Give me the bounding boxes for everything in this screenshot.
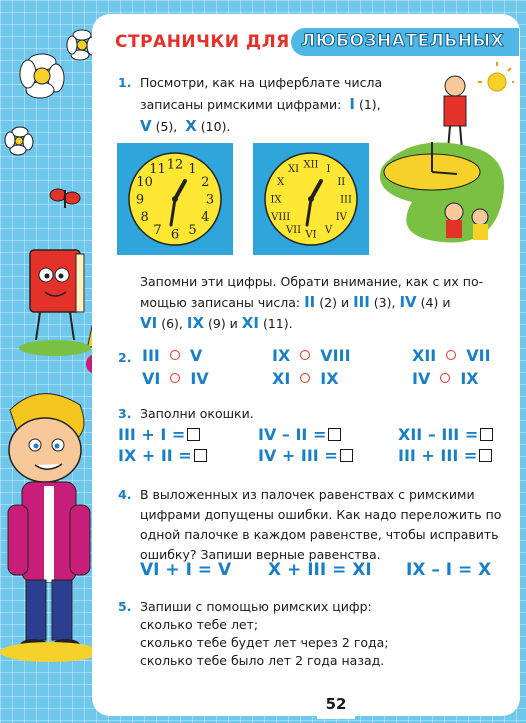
arabic-clock (117, 143, 233, 255)
exercise-1-line2 (140, 95, 381, 114)
exercise-4-line3: одной палочке в каждом равенстве, чтобы исправить (140, 527, 499, 542)
exercise-3-title: Заполни окошки. (140, 406, 254, 421)
exercise-5-line4: сколько тебе было лет 2 года назад. (140, 653, 385, 668)
roman-numeral: IX (186, 314, 205, 332)
exercise-5-line2: сколько тебе лет; (140, 617, 259, 632)
clock-number: 7 (153, 222, 162, 238)
fill-in-item[interactable]: IV + III = (258, 446, 353, 465)
clock-number: VI (305, 229, 317, 241)
exercise-3-number: 3. (118, 406, 132, 421)
roman-numeral: IV (399, 293, 417, 311)
answer-box[interactable] (194, 449, 207, 462)
clock-number: XII (303, 159, 319, 171)
boy-character (0, 394, 100, 662)
compare-circle[interactable] (440, 373, 450, 383)
exercise-1-line1: Посмотри, как на циферблате числа (140, 75, 383, 90)
clock-number: 11 (149, 162, 166, 178)
exercise-4-line4: ошибку? Запиши верные равенства. (140, 547, 381, 562)
section-header (115, 28, 519, 62)
compare-circle[interactable] (300, 373, 310, 383)
comparison-item[interactable]: XI IX (272, 369, 339, 388)
clock-number: 9 (135, 192, 145, 208)
roman-numeral: III (353, 293, 370, 311)
clock-number: XI (287, 164, 300, 176)
exercise-5-number: 5. (118, 599, 132, 614)
remember-line2 (140, 293, 450, 312)
comparison-item[interactable]: III V (142, 346, 203, 365)
comparison-item[interactable]: IV IX (412, 369, 479, 388)
comparison-item[interactable]: XII VII (412, 346, 491, 365)
exercise-2-number: 2. (118, 350, 132, 365)
arabic-value: (6), (161, 316, 183, 331)
exercise-1-text: записаны римскими цифрами: (140, 97, 342, 112)
clock-number: X (277, 177, 285, 188)
arabic-clock-panel (117, 143, 233, 255)
compare-circle[interactable] (300, 350, 310, 360)
answer-box[interactable] (479, 449, 492, 462)
matchstick-equation: VI + I = V (140, 560, 232, 580)
clock-number: 12 (166, 157, 184, 173)
arabic-value: (3), (373, 295, 396, 310)
arabic-value: (9) и (208, 316, 238, 331)
clock-number: 8 (140, 210, 149, 226)
clock-number: VIII (271, 212, 291, 223)
clock-center (308, 196, 314, 202)
remember-text: мощью записаны числа: (140, 295, 301, 310)
fill-in-item[interactable]: XII – III = (398, 425, 493, 444)
arabic-value: (10). (200, 119, 231, 134)
header-banner (291, 28, 519, 56)
compare-circle[interactable] (170, 373, 180, 383)
clock-number: 3 (205, 192, 215, 208)
roman-numeral: VI (140, 314, 158, 332)
clock-number: III (340, 194, 352, 206)
clock-number: IV (335, 212, 347, 223)
arabic-value: (1), (358, 97, 381, 112)
roman-clock-panel (253, 143, 369, 255)
fill-in-item[interactable]: IX + II = (118, 446, 207, 465)
clock-number: 1 (188, 162, 197, 178)
remember-line3 (140, 314, 293, 333)
arabic-value: (5), (155, 119, 178, 134)
arabic-value: (4) и (420, 295, 451, 310)
exercise-4-number: 4. (118, 487, 132, 502)
matchstick-equation: IX – I = X (406, 560, 492, 580)
flower-icon (20, 54, 64, 98)
exercise-1-number: 1. (118, 75, 132, 90)
comparison-item[interactable]: VI IV (142, 369, 209, 388)
roman-numeral: II (304, 293, 316, 311)
fill-in-item[interactable]: III + III = (398, 446, 492, 465)
answer-box[interactable] (187, 428, 200, 441)
clock-number: 6 (170, 227, 180, 243)
clock-number: II (337, 177, 346, 188)
roman-clock (253, 143, 369, 255)
clock-number: IX (270, 194, 282, 206)
matchstick-equation: X + III = XI (268, 560, 372, 580)
roman-numeral: I (349, 95, 355, 113)
clock-number: 2 (201, 175, 210, 191)
arabic-value: (11). (262, 316, 293, 331)
header-title-part2: ЛЮБОЗНАТЕЛЬНЫХ (301, 31, 505, 51)
clock-garden-illustration (372, 62, 514, 254)
fill-in-item[interactable]: IV – II = (258, 425, 341, 444)
clock-number: VII (285, 224, 302, 236)
roman-numeral: XI (241, 314, 259, 332)
clock-number: I (326, 164, 331, 176)
conjunction: и (340, 295, 350, 310)
clock-number: V (324, 224, 333, 236)
clock-number: 10 (136, 175, 153, 191)
roman-numeral: V (140, 117, 152, 135)
header-title-part1: СТРАНИЧКИ ДЛЯ (115, 32, 290, 52)
roman-numeral: X (185, 117, 197, 135)
compare-circle[interactable] (446, 350, 456, 360)
clock-center (172, 196, 178, 202)
exercise-1-line3 (140, 117, 230, 136)
exercise-5-line3: сколько тебе будет лет через 2 года; (140, 635, 389, 650)
compare-circle[interactable] (170, 350, 180, 360)
answer-box[interactable] (480, 428, 493, 441)
page-number: 52 (317, 689, 355, 719)
exercise-4-line1: В выложенных из палочек равенствах с римскими (140, 487, 475, 502)
clock-number: 4 (201, 210, 210, 226)
butterfly-icon (50, 189, 80, 208)
answer-box[interactable] (340, 449, 353, 462)
clock-number: 5 (188, 222, 197, 238)
exercise-4-line2: цифрами допущены ошибки. Как надо переложить по (140, 507, 502, 522)
flower-icon (5, 127, 33, 155)
fill-in-item[interactable]: III + I = (118, 425, 200, 444)
arabic-value: (2) (319, 295, 337, 310)
exercise-5-line1: Запиши с помощью римских цифр: (140, 599, 372, 614)
comparison-item[interactable]: IX VIII (272, 346, 351, 365)
answer-box[interactable] (328, 428, 341, 441)
remember-line1: Запомни эти цифры. Обрати внимание, как с их по- (140, 274, 484, 289)
